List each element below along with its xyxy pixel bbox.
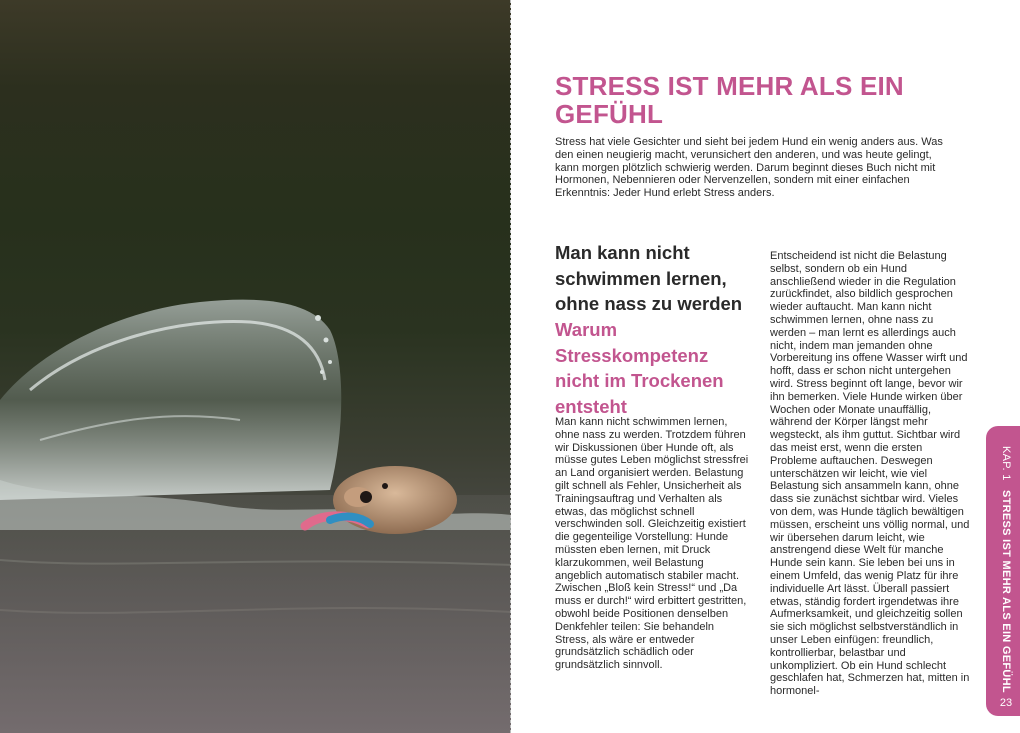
water-splash — [0, 300, 341, 500]
body-column-right: Entscheidend ist nicht die Belastung selbst, sondern ob ein Hund anschließend wieder in die Regulation zurückfindet, also bildlich gesprochen wieder auftaucht. Man kann nicht schwimmen lernen, ohne nass zu werden – man lernt es allerdings auch nicht, indem man jemanden ohne Vorbereitung ins offene Wasser wirft und hofft, dass er schon nicht untergehen wird. Stress beginnt oft lange, bevor wir ihn bemerken. Viele Hunde wirken über Wochen oder Monate unauffällig, während der Körper längst mehr wegsteckt, als ihm guttut. Sichtbar wird das meist erst, wenn die ersten Probleme auftauchen. Deswegen unterschätzen wir leicht, wie viel Belastung sich ansammeln kann, ohne dass sie zunächst sichtbar wird. Vieles von dem, was Hunde täglich bewältigen müssen, erscheint uns völlig normal, und wir übersehen darum leicht, wie anstrengend diese Welt für manche Hunde sein kann. Sie leben bei uns in einem Umfeld, das wenig Platz für ihre individuelle Art lässt. Überall passiert etwas, ständig fordert irgendetwas ihre Aufmerksamkeit, und gleichzeitig sollen sie sich möglichst selbstverständlich in unser Leben einfügen: freundlich, kontrollierbar, belastbar und unkompliziert. Ob ein Hund schlecht geschlafen hat, Schmerzen hat, mitten in hormonel- — [770, 250, 970, 698]
chapter-prefix: KAP. 1 — [1000, 446, 1012, 481]
page-spine-divider — [510, 0, 511, 733]
section-headline: Man kann nicht schwimmen lernen, ohne nass zu werden — [555, 242, 743, 314]
chapter-tab-label — [996, 446, 1012, 696]
page-title: STRESS IST MEHR ALS EIN GEFÜHL — [555, 71, 904, 129]
chapter-title: STRESS IST MEHR ALS EIN GEFÜHL — [1000, 489, 1012, 693]
section-subheadline: Warum Stresskompetenz nicht im Trockenen entsteht — [555, 319, 724, 417]
intro-paragraph: Stress hat viele Gesichter und sieht bei jedem Hund ein wenig anders aus. Was den einen neugierig macht, verunsichert den anderen, und was heute gelingt, kann morgen plötzlich schwierig werden. Darum beginnt dieses Buch nicht mit Hormonen, Nebennieren oder Nervenzellen, sondern mit einer einfachen Erkenntnis: Jeder Hund erlebt Stress anders. — [555, 136, 943, 200]
page-number: 23 — [999, 697, 1013, 709]
body-column-left: Man kann nicht schwimmen lernen, ohne nass zu werden. Trotzdem führen wir Diskussionen über Hunde oft, als müsse gutes Leben möglichst stressfrei an Land organisiert werden. Belastung gilt schnell als Fehler, Unsicherheit als Trainingsauftrag und Verhalten als etwas, das möglichst schnell verschwinden soll. Gleichzeitig existiert die gegenteilige Vorstellung: Hunde müssten eben lernen, mit Druck klarzukommen, weil Belastung angeblich automatisch stabiler macht. Zwischen „Bloß kein Stress!“ und „Da muss er durch!“ wird erbittert gestritten, obwohl beide Positionen denselben Denkfehler teilen: Sie behandeln Stress, als wäre er entweder grundsätzlich schädlich oder grundsätzlich sinnvoll. — [555, 416, 749, 672]
